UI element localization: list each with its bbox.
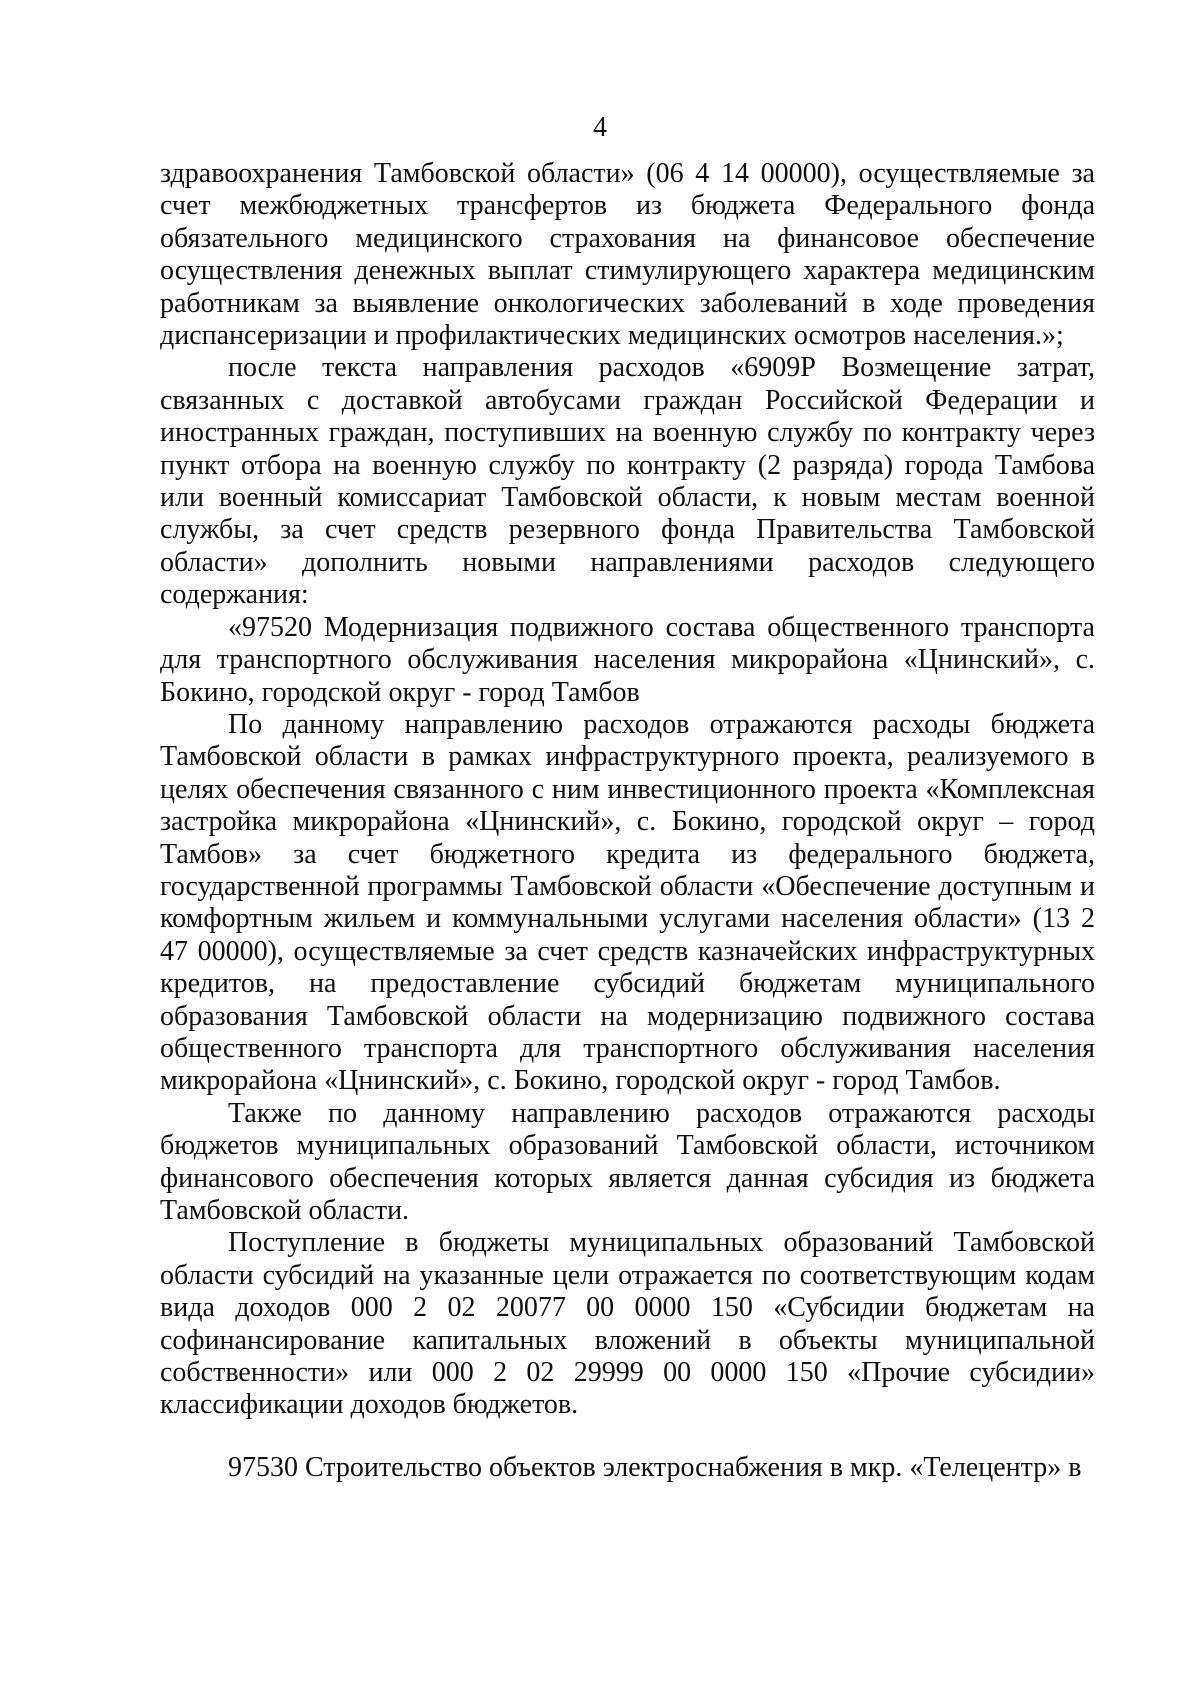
paragraph-97520-title: «97520 Модернизация подвижного состава общественного транспорта для транспортного обслуживания населения микрорайона «Цнинский», с. Бокино, городской округ - город Тамбов bbox=[160, 611, 1095, 708]
document-body bbox=[160, 158, 1095, 1484]
paragraph-amendment-intro: после текста направления расходов «6909Р Возмещение затрат, связанных с доставкой автобусами граждан Российской Федерации и иностранных граждан, поступивших на военную службу по контракту через пункт отбора на военную службу по контракту (2 разряда) города Тамбова или военный комиссариат Тамбовской области, к новым местам военной службы, за счет средств резервного фонда Правительства Тамбовской области» дополнить новыми направлениями расходов следующего содержания: bbox=[160, 352, 1095, 611]
paragraph-97530-title: 97530 Строительство объектов электроснабжения в мкр. «Телецентр» в bbox=[228, 1451, 1082, 1483]
page-number: 4 bbox=[593, 112, 607, 143]
paragraph-revenue-codes: Поступление в бюджеты муниципальных образований Тамбовской области субсидий на указанные цели отражается по соответствующим кодам вида доходов 000 2 02 20077 00 0000 150 «Субсидии бюджетам на софинансирование капитальных вложений в объекты муниципальной собственности» или 000 2 02 29999 00 0000 150 «Прочие субсидии» классификации доходов бюджетов. bbox=[160, 1227, 1095, 1421]
paragraph-municipal-expenses: Также по данному направлению расходов отражаются расходы бюджетов муниципальных образований Тамбовской области, источником финансового обеспечения которых является данная субсидия из бюджета Тамбовской области. bbox=[160, 1097, 1095, 1226]
paragraph-97520-description: По данному направлению расходов отражаются расходы бюджета Тамбовской области в рамках инфраструктурного проекта, реализуемого в целях обеспечения связанного с ним инвестиционного проекта «Комплексная застройка микрорайона «Цнинский», с. Бокино, городской округ – город Тамбов» за счет бюджетного кредита из федерального бюджета, государственной программы Тамбовской области «Обеспечение доступным и комфортным жильем и коммунальными услугами населения области» (13 2 47 00000), осуществляемые за счет средств казначейских инфраструктурных кредитов, на предоставление субсидий бюджетам муниципального образования Тамбовской области на модернизацию подвижного состава общественного транспорта для транспортного обслуживания населения микрорайона «Цнинский», с. Бокино, городской округ - город Тамбов. bbox=[160, 708, 1095, 1097]
paragraph-continuation: здравоохранения Тамбовской области» (06 4 14 00000), осуществляемые за счет межбюджетных трансфертов из бюджета Федерального фонда обязательного медицинского страхования на финансовое обеспечение осуществления денежных выплат стимулирующего характера медицинским работникам за выявление онкологических заболеваний в ходе проведения диспансеризации и профилактических медицинских осмотров населения.»; bbox=[160, 158, 1095, 352]
